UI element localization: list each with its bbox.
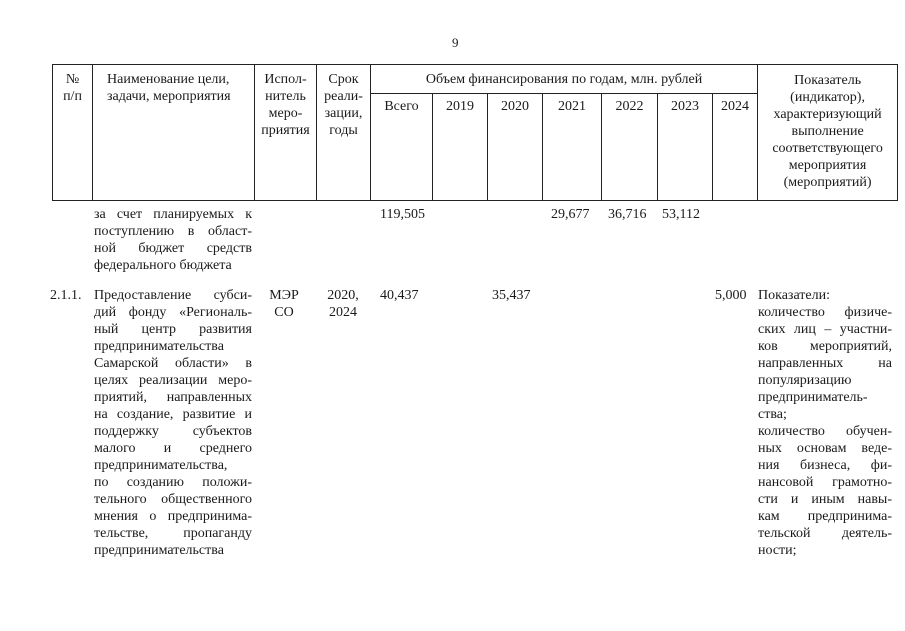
header-executor: Испол- нитель меро- приятия xyxy=(255,65,317,201)
row-cont-total: 119,505 xyxy=(380,207,425,222)
row-cont-name: за счет планируемых к поступлению в област- ной бюджет средств федерального бюджета xyxy=(94,207,252,273)
header-num: № п/п xyxy=(53,65,93,201)
header-year-2021: 2021 xyxy=(543,94,602,201)
header-name: Наименование цели, задачи, мероприятия xyxy=(93,65,255,201)
row-cont-2021: 29,677 xyxy=(551,207,590,222)
header-financing: Объем финансирования по годам, млн. рублей xyxy=(371,65,758,94)
row-211-total: 40,437 xyxy=(380,288,419,303)
header-year-2022: 2022 xyxy=(602,94,658,201)
header-year-2020: 2020 xyxy=(488,94,543,201)
row-211-executor: МЭР СО xyxy=(269,288,299,320)
row-211-number: 2.1.1. xyxy=(50,288,82,303)
row-211-2020: 35,437 xyxy=(492,288,531,303)
header-indicator: Показатель (индикатор), характеризующий выполнение соответствующего мероприятия (мероприятий) xyxy=(758,65,898,201)
row-cont-2023: 53,112 xyxy=(662,207,700,222)
row-211-indicator: Показатели: количество физиче- ских лиц – участни- ков мероприятий, направленных на популяризацию предприниматель- ства; количество обучен- ных основам веде- ния бизнеса, фи- нансовой грамотно- сти и иным навы- кам предпринима- тельской деятель- ности; xyxy=(758,288,892,558)
table-header xyxy=(52,64,898,201)
header-year-2023: 2023 xyxy=(658,94,713,201)
row-cont-2022: 36,716 xyxy=(608,207,647,222)
row-211-name: Предоставление субси- дий фонду «Региональ- ный центр развития предпринимательства Самарской области» в целях реализации меро- приятий, направленных на создание, развитие и поддержку субъектов малого и среднего предпринимательства, по созданию положи- тельного общественного мнения о предпринима- тельстве, пропаганду предпринимательства xyxy=(94,288,252,558)
header-year-2019: 2019 xyxy=(433,94,488,201)
header-total: Всего xyxy=(371,94,433,201)
header-year-2024: 2024 xyxy=(713,94,758,201)
page-number: 9 xyxy=(452,35,459,50)
row-211-2024: 5,000 xyxy=(715,288,747,303)
header-term: Срок реали- зации, годы xyxy=(317,65,371,201)
row-211-term: 2020, 2024 xyxy=(327,288,359,320)
